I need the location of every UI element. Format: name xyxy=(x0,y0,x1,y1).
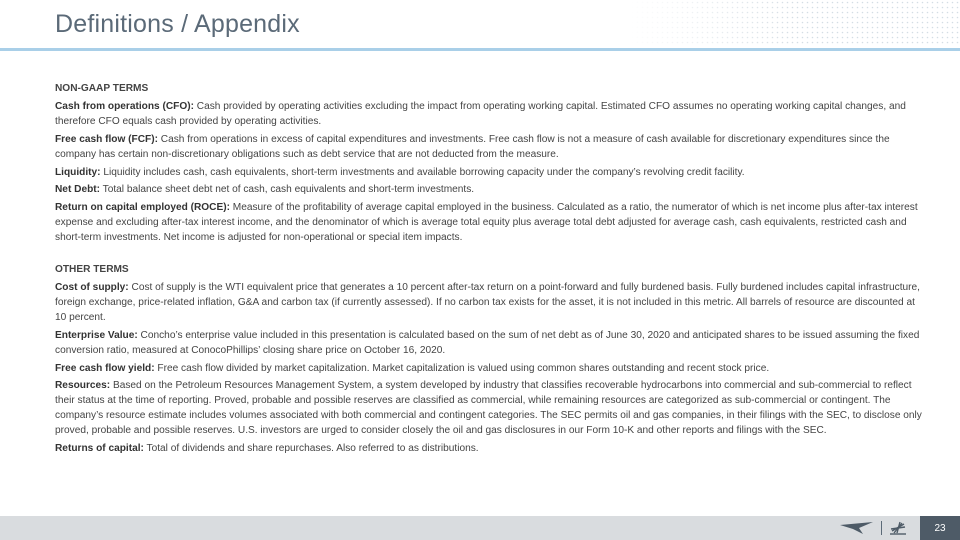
section-heading: OTHER TERMS xyxy=(55,264,129,276)
term-returns-of-capital xyxy=(55,442,923,457)
definitions-content xyxy=(55,82,923,460)
term-cost-of-supply xyxy=(55,281,923,326)
term-definition: Measure of the profitability of average capital employed in the business. Calculated as a ratio, the numerator of which is net income plus after-tax interest expense and excluding after-tax interest income, and the denominator of which is average total equity plus average total debt adjusted for average cash, cash equivalents, restricted cash and short-term investments. Net income is adjusted for non-operational or special item impacts. xyxy=(55,202,918,244)
decorative-dot-pattern xyxy=(630,0,960,46)
term-label: Cost of supply: xyxy=(55,281,129,293)
term-definition: Concho’s enterprise value included in this presentation is calculated based on the sum of net debt as of June 30, 2020 and anticipated shares to be issued assuming the fixed conversion ratio, measured at ConocoPhillips’ closing share price on October 16, 2020. xyxy=(55,329,920,356)
term-net-debt xyxy=(55,183,923,198)
term-definition: Based on the Petroleum Resources Management System, a system developed by industry that classifies recoverable hydrocarbons into commercial and sub-commercial to reflect their status at the time of reporting. Proved, probable and possible reserves are classified as commercial, while remaining resources are categorized as sub-commercial or contingent. The company’s resource estimate includes volumes associated with both commercial and contingent categories. The SEC permits oil and gas companies, in their filings with the SEC, to disclose only proved, probable and possible reserves. U.S. investors are urged to consider closely the oil and gas disclosures in our Form 10-K and other reports and filings with the SEC. xyxy=(55,380,922,437)
footer-logos xyxy=(839,520,908,536)
term-definition: Liquidity includes cash, cash equivalents, short-term investments and available borrowing capacity under the company’s revolving credit facility. xyxy=(100,166,745,178)
term-definition: Cost of supply is the WTI equivalent price that generates a 10 percent after-tax return on a point-forward and fully burdened basis. Fully burdened includes capital infrastructure, foreign exchange, price-related inflation, G&A and carbon tax (if currently assessed). If no carbon tax exists for the asset, it is not included in this metric. All barrels of resource are discounted at 10 percent. xyxy=(55,281,920,323)
term-liquidity xyxy=(55,166,923,181)
term-label: Enterprise Value: xyxy=(55,329,138,341)
title-divider xyxy=(0,48,960,51)
term-fcf xyxy=(55,133,923,163)
term-definition: Total of dividends and share repurchases. Also referred to as distributions. xyxy=(143,443,479,455)
term-label: Cash from operations (CFO): xyxy=(55,100,194,112)
term-definition: Cash provided by operating activities excluding the impact from operating working capital. Estimated CFO assumes no operating working capital changes, and therefore CFO equals cash provided by operating activities. xyxy=(55,100,906,127)
term-resources xyxy=(55,379,923,439)
section-heading: NON-GAAP TERMS xyxy=(55,83,149,94)
concho-sun-logo-icon xyxy=(888,521,908,535)
term-definition: Cash from operations in excess of capital expenditures and investments. Free cash flow is not a measure of cash available for discretionary expenditures since the company has certain non-discretionary obligations such as debt service that are not deducted from the measure. xyxy=(55,133,890,160)
section-non-gaap xyxy=(55,82,923,246)
term-roce xyxy=(55,201,923,246)
section-other-terms xyxy=(55,263,923,457)
term-definition: Free cash flow divided by market capitalization. Market capitalization is valued using common shares outstanding and recent stock price. xyxy=(154,362,770,374)
term-cfo xyxy=(55,100,923,130)
term-label: Liquidity: xyxy=(55,166,101,178)
logo-divider xyxy=(881,521,882,535)
term-label: Resources: xyxy=(55,380,111,392)
section-spacer xyxy=(55,249,923,263)
term-enterprise-value xyxy=(55,329,923,359)
term-label: Free cash flow yield: xyxy=(55,362,155,374)
term-fcf-yield xyxy=(55,362,923,377)
conocophillips-wing-logo-icon xyxy=(839,521,875,535)
term-label: Return on capital employed (ROCE): xyxy=(55,202,230,214)
page-title: Definitions / Appendix xyxy=(55,10,300,38)
page-number: 23 xyxy=(920,516,960,540)
term-label: Returns of capital: xyxy=(55,443,144,455)
term-label: Net Debt: xyxy=(55,184,100,196)
footer-bar xyxy=(0,516,960,540)
term-definition: Total balance sheet debt net of cash, cash equivalents and short-term investments. xyxy=(100,184,475,196)
term-label: Free cash flow (FCF): xyxy=(55,133,158,145)
